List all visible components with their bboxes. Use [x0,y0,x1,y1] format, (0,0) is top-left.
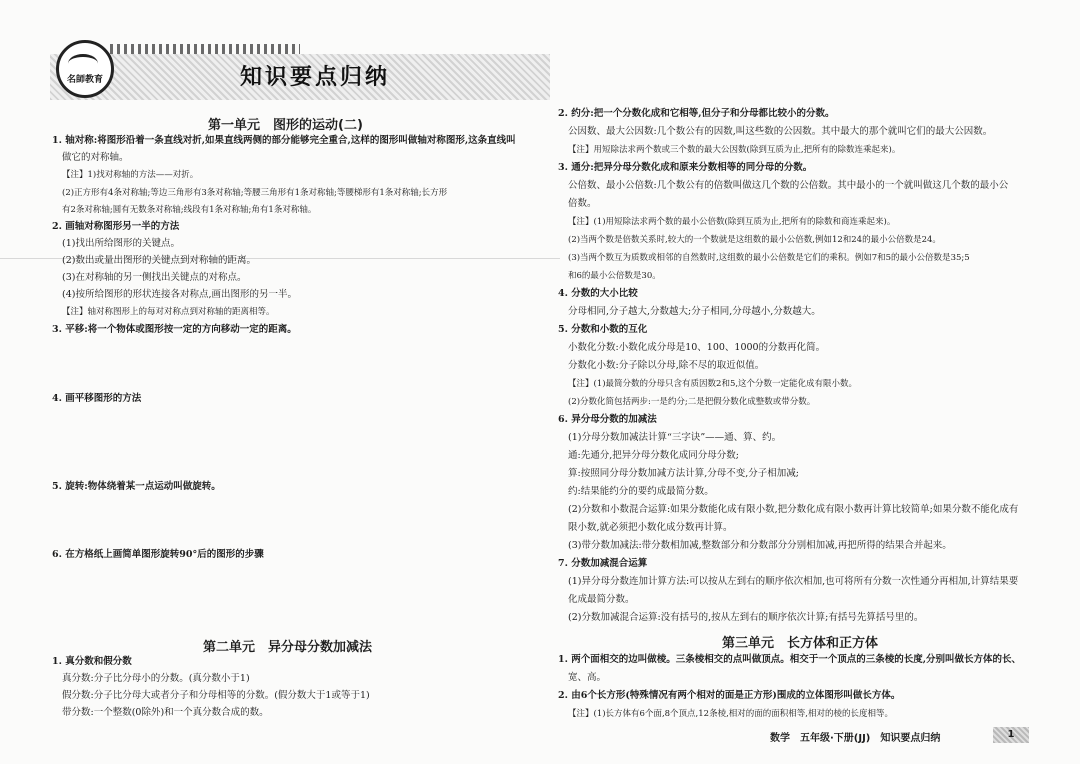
publisher-logo [56,40,114,98]
text-line: (2)分数加减混合运算:没有括号的,按从左到右的顺序依次计算;有括号先算括号里的。 [568,612,924,623]
text-line: 6. 在方格纸上画简单图形旋转90°后的图形的步骤 [52,549,264,560]
text-line: 做它的对称轴。 [62,152,129,163]
text-line: (3)在对称轴的另一侧找出关键点的对称点。 [62,272,247,283]
note-line: 和6的最小公倍数是30。 [568,271,661,281]
text-line: 宽、高。 [568,672,607,683]
note-line: 【注】用短除法求两个数或三个数的最大公因数(除到互质为止,把所有的除数连乘起来)。 [568,145,901,155]
text-line: 假分数:分子比分母大或者分子和分母相等的分数。(假分数大于1或等于1) [62,690,370,701]
text-line: 5. 分数和小数的互化 [558,324,648,335]
note-line: (3)当两个数互为质数或相邻的自然数时,这组数的最小公倍数是它们的乘积。例如7和5的最小公倍数是35;5 [568,253,970,263]
text-line: 约:结果能约分的要约成最简分数。 [568,486,714,497]
text-line: 公倍数、最小公倍数:几个数公有的倍数叫做这几个数的公倍数。其中最小的一个就叫做这几个数的最小公 [568,180,1009,191]
note-line: 【注】(1)长方体有6个面,8个顶点,12条棱,相对的面的面积相等,相对的棱的长度相等。 [568,709,893,719]
text-line: 1. 轴对称:将图形沿着一条直线对折,如果直线两侧的部分能够完全重合,这样的图形叫做轴对称图形,这条直线叫 [52,135,516,146]
text-line: 真分数:分子比分母小的分数。(真分数小于1) [62,673,250,684]
note-line: 【注】1)找对称轴的方法——对折。 [62,170,199,180]
page-title: 知识要点归纳 [239,65,390,90]
text-line: 化成最简分数。 [568,594,635,605]
text-line: 2. 约分:把一个分数化成和它相等,但分子和分母都比较小的分数。 [558,108,835,119]
text-line: 算:按照同分母分数加减方法计算,分母不变,分子相加减; [568,468,799,479]
text-line: 公因数、最大公因数:几个数公有的因数,叫这些数的公因数。其中最大的那个就叫它们的最大公因数。 [568,126,993,137]
note-line: (2)当两个数是倍数关系时,较大的一个数就是这组数的最小公倍数,例如12和24的最小公倍数是24。 [568,235,941,245]
text-line: (3)带分数加减法:带分数相加减,整数部分和分数部分分别相加减,再把所得的结果合并起来。 [568,540,952,551]
footer-text: 数学 五年级·下册(JJ) 知识要点归纳 [770,733,941,744]
note-line: 有2条对称轴;圆有无数条对称轴;线段有1条对称轴;角有1条对称轴。 [62,205,317,215]
text-line: 5. 旋转:物体绕着某一点运动叫做旋转。 [52,481,221,492]
note-line: 【注】轴对称图形上的每对对称点到对称轴的距离相等。 [62,307,275,317]
text-line: 3. 平移:将一个物体或图形按一定的方向移动一定的距离。 [52,324,297,335]
note-line: 【注】(1)最简分数的分母只含有质因数2和5,这个分数一定能化成有限小数。 [568,379,858,389]
unit1-title: 第一单元 图形的运动(二) [208,118,363,133]
text-line: (1)分母分数加减法计算“三字诀”——通、算、约。 [568,432,782,443]
text-line: 6. 异分母分数的加减法 [558,414,657,425]
text-line: 通:先通分,把异分母分数化成同分母分数; [568,450,739,461]
note-line: (2)正方形有4条对称轴;等边三角形有3条对称轴;等腰三角形有1条对称轴;等腰梯形有1条对称轴;长方形 [62,188,448,198]
text-line: 限小数,就必须把小数化成分数再计算。 [568,522,733,533]
unit3-title: 第三单元 长方体和正方体 [722,636,879,651]
text-line: (4)按所给图形的形状连接各对称点,画出图形的另一半。 [62,289,297,300]
text-line: (2)数出或量出图形的关键点到对称轴的距离。 [62,255,256,266]
text-line: 3. 通分:把异分母分数化成和原来分数相等的同分母的分数。 [558,162,813,173]
text-line: 2. 画轴对称图形另一半的方法 [52,221,180,232]
logo-text: 名師教育 [66,75,103,85]
book-icon [68,54,98,73]
text-line: 分母相同,分子越大,分数越大;分子相同,分母越小,分数越大。 [568,306,821,317]
unit2-title: 第二单元 异分母分数加减法 [203,640,373,655]
text-line: 7. 分数加减混合运算 [558,558,648,569]
text-line: 1. 真分数和假分数 [52,656,132,667]
note-line: 【注】(1)用短除法求两个数的最小公倍数(除到互质为止,把所有的除数和商连乘起来)。 [568,217,896,227]
text-line: 4. 画平移图形的方法 [52,393,142,404]
text-line: 倍数。 [568,198,597,209]
page-number: 1 [993,727,1029,743]
text-line: 带分数:一个整数(0除外)和一个真分数合成的数。 [62,707,269,718]
text-line: 4. 分数的大小比较 [558,288,638,299]
text-line: (2)分数和小数混合运算:如果分数能化成有限小数,把分数化成有限小数再计算比较简单;如果分数不能化成有 [568,504,1019,515]
note-line: (2)分数化简包括两步:一是约分;二是把假分数化成整数或带分数。 [568,397,816,407]
text-line: 小数化分数:小数化成分母是10、100、1000的分数再化简。 [568,342,826,353]
text-line: (1)找出所给图形的关键点。 [62,238,180,249]
text-line: 1. 两个面相交的边叫做棱。三条棱相交的点叫做顶点。相交于一个顶点的三条棱的长度,分别叫做长方体的长、 [558,654,1022,665]
text-line: 2. 由6个长方形(特殊情况有两个相对的面是正方形)围成的立体图形叫做长方体。 [558,690,901,701]
text-line: 分数化小数:分子除以分母,除不尽的取近似值。 [568,360,765,371]
text-line: (1)异分母分数连加计算方法:可以按从左到右的顺序依次相加,也可将所有分数一次性通分再相加,计算结果要 [568,576,1019,587]
